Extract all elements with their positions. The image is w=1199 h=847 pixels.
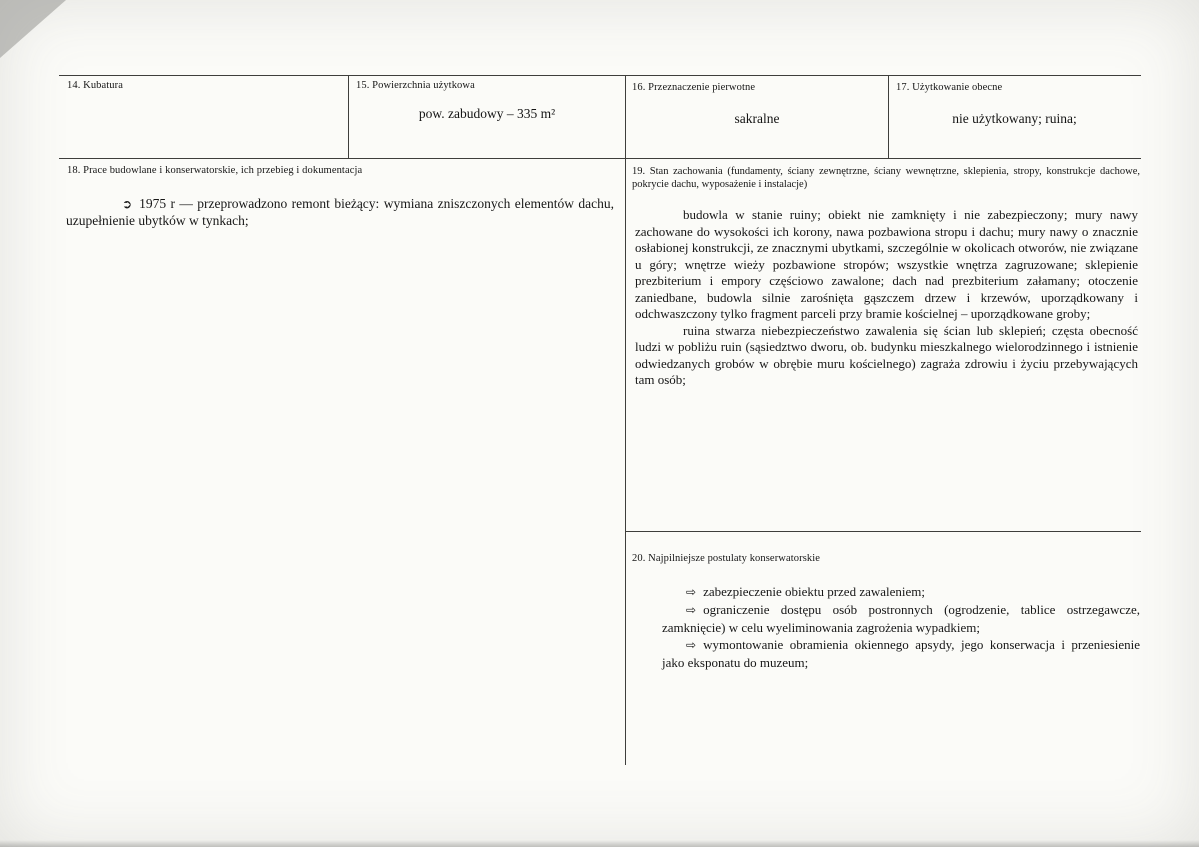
scan-bottom-shadow (0, 840, 1199, 847)
curved-arrow-bullet-icon: ➲ (122, 197, 133, 211)
postulate-text: zabezpieczenie obiektu przed zawaleniem; (703, 584, 926, 599)
section-19-paragraph: ruina stwarza niebezpieczeństwo zawalenia się ścian lub sklepień; częsta obecność ludzi w pobliżu ruin (sąsiedztwo dworu, ob. budynku mieszkalnego wielorodzinnego i istnienie odwiedzanych grobów w obrębie muru kościelnego) zagraża zdrowiu i życiu przebywających tam osób; (635, 322, 1138, 387)
section-20-list (662, 583, 1140, 671)
section-20-heading: 20. Najpilniejsze postulaty konserwatorskie (632, 553, 821, 564)
field-label-powierzchnia: 15. Powierzchnia użytkowa (356, 80, 475, 91)
grid-line-column-divider (625, 75, 626, 765)
right-arrow-bullet-icon: ⇨ (686, 603, 697, 617)
grid-line-row-bottom (59, 158, 1141, 159)
section-18-entry-text: 1975 r — przeprowadzono remont bieżący: wymiana zniszczonych elementów dachu, uzupełnienie ubytków w tynkach; (66, 196, 614, 228)
field-value-uzytkowanie: nie użytkowany; ruina; (952, 111, 1077, 126)
field-value-przeznaczenie: sakralne (734, 111, 780, 126)
field-label-uzytkowanie: 17. Użytkowanie obecne (896, 82, 1003, 93)
field-label-kubatura: 14. Kubatura (67, 80, 124, 91)
section-18-entry (66, 196, 614, 229)
section-18-heading: 18. Prace budowlane i konserwatorskie, ich przebieg i dokumentacja (67, 165, 363, 176)
postulate-item (662, 601, 1140, 636)
section-19-body (635, 207, 1138, 389)
field-label-przeznaczenie: 16. Przeznaczenie pierwotne (632, 82, 756, 93)
postulate-text: ograniczenie dostępu osób postronnych (ogrodzenie, tablice ostrzegawcze, zamknięcie) w celu wyeliminowania zagrożenia wypadkiem; (662, 602, 1140, 635)
postulate-item (662, 636, 1140, 671)
right-arrow-bullet-icon: ⇨ (686, 585, 697, 599)
section-19-paragraph: budowla w stanie ruiny; obiekt nie zamknięty i nie zabezpieczony; mury nawy zachowane do wysokości ich korony, nawa pozbawiona stropu i dachu; mury nawy o znacznie osłabionej konstrukcji, ze znacznymi ubytkami, szczególnie w okolicach otworów, nie związane u góry; wnętrze wieży pozbawione stropów; wszystkie wnętrza zagruzowane; sklepienie prezbiterium i empory częściowo zawalone; dach nad prezbiterium załamany; otoczenie zaniedbane, budowla silnie zarośnięta gąszczem drzew i krzewów, uporządkowany i odchwaszczony tylko fragment parceli przy bramie kościelnej – uporządkowane groby; (635, 207, 1138, 321)
section-19-heading: 19. Stan zachowania (fundamenty, ściany zewnętrzne, ściany wewnętrzne, sklepienia, stropy, konstrukcje dachowe, pokrycie dachu, wyposażenie i instalacje) (632, 166, 1140, 190)
scan-corner-shadow (0, 0, 66, 58)
right-arrow-bullet-icon: ⇨ (686, 638, 697, 652)
field-value-powierzchnia: pow. zabudowy – 335 m² (418, 106, 556, 121)
postulate-item (662, 583, 1140, 601)
grid-line-section-divider (625, 531, 1141, 532)
grid-line-row-top (59, 75, 1141, 76)
postulate-text: wymontowanie obramienia okiennego apsydy, jego konserwacja i przeniesienie jako eksponatu do muzeum; (662, 637, 1140, 670)
